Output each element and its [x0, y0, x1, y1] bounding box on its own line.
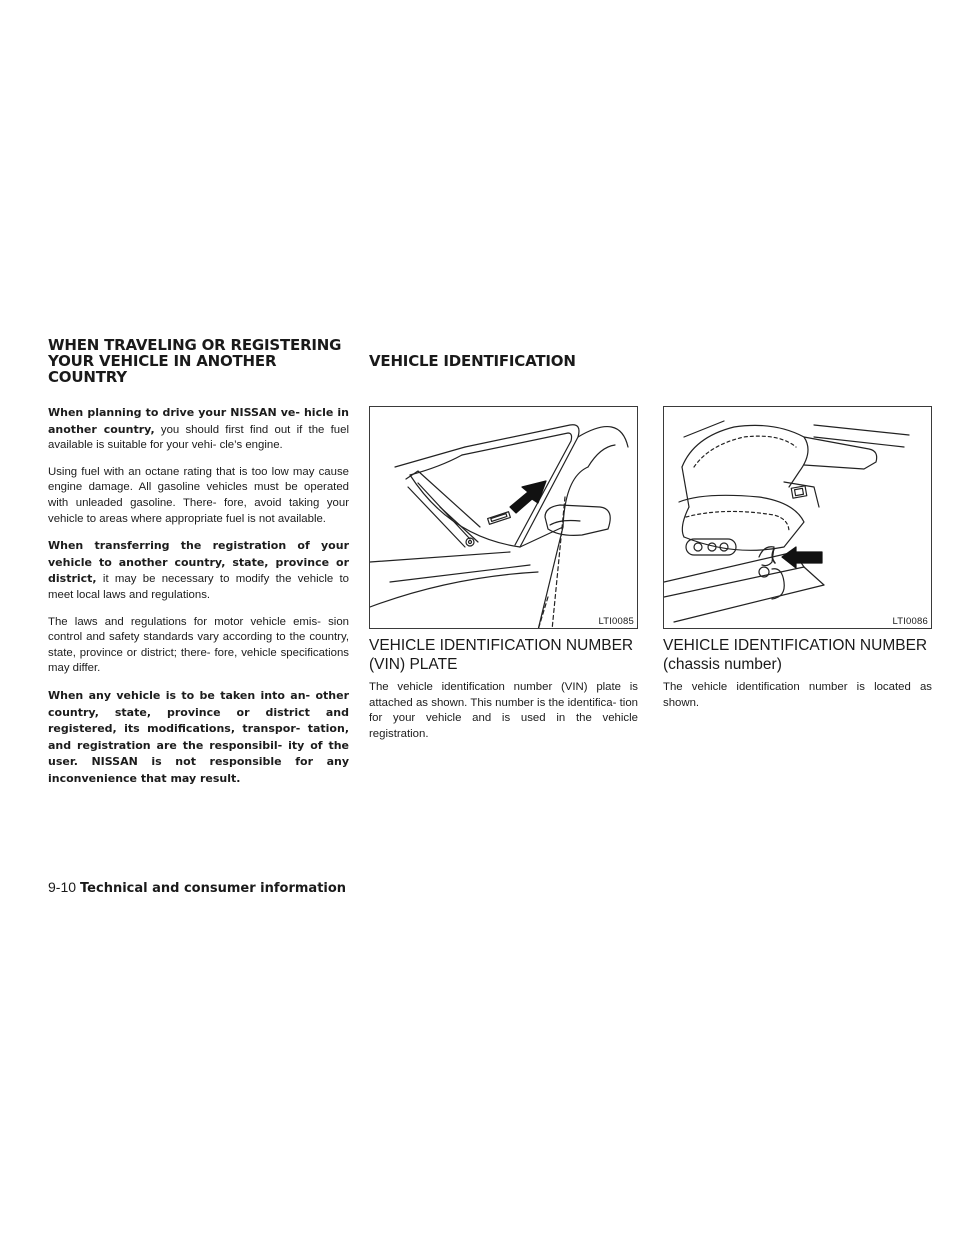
chapter-title: Technical and consumer information: [80, 881, 347, 896]
left-column-text: [48, 405, 349, 798]
paragraph: [48, 688, 349, 788]
figure-chassis-number: [663, 406, 932, 629]
paragraph-text: it may be necessary to modify the vehicle to meet local laws and regulations.: [48, 573, 349, 601]
section-title-vehicle-identification: VEHICLE IDENTIFICATION: [369, 352, 576, 370]
paragraph-text: you should first find out if the fuel available is suitable for your vehi- cle’s engine.: [48, 423, 349, 452]
title-line: YOUR VEHICLE IN ANOTHER: [48, 352, 277, 370]
paragraph: [48, 405, 349, 454]
subsection-title-chassis-number: [663, 636, 943, 674]
chassis-number-description: The vehicle identification number is located as shown.: [663, 681, 932, 709]
paragraph: The laws and regulations for motor vehicle emis- sion control and safety standards vary according to the country, state, province or district; there- fore, vehicle specifications may differ.: [48, 615, 349, 675]
title-line: (VIN) PLATE: [369, 656, 458, 673]
vin-plate-description: The vehicle identification number (VIN) plate is attached as shown. This number is the identifica- tion for your vehicle and is used in the vehicle registration.: [369, 681, 638, 740]
title-line: COUNTRY: [48, 368, 127, 386]
bold-warning: When any vehicle is to be taken into an- other country, state, province or district and registered, its modifications, transpor- tation, and registration are the responsibil- ity of the user. NISSAN is not responsible for any inconvenience that may result.: [48, 688, 349, 785]
seat-chassis-number-illustration: [664, 407, 932, 629]
page-footer: [48, 879, 346, 896]
section-title-traveling: [48, 337, 368, 385]
title-line: WHEN TRAVELING OR REGISTERING: [48, 336, 342, 354]
title-line: VEHICLE IDENTIFICATION NUMBER: [663, 637, 928, 654]
bold-lead: When planning to drive your NISSAN ve- hicle in another country,: [48, 406, 349, 436]
figure-vin-plate: [369, 406, 638, 629]
subsection-title-vin-plate: [369, 636, 649, 674]
paragraph: [48, 538, 349, 603]
page-number: 9-10: [48, 879, 77, 895]
bold-lead: When transferring the registration of your vehicle to another country, state, province or district,: [48, 539, 349, 586]
figure-code: LTI0086: [892, 616, 928, 627]
paragraph: Using fuel with an octane rating that is too low may cause engine damage. All gasoline vehicles must be operated with unleaded gasoline. There- fore, avoid taking your vehicle to areas where appropriate fuel is not available.: [48, 465, 349, 525]
windshield-vin-plate-illustration: [370, 407, 638, 629]
figure-code: LTI0085: [598, 616, 634, 627]
title-line: (chassis number): [663, 656, 782, 673]
title-line: VEHICLE IDENTIFICATION NUMBER: [369, 637, 634, 654]
